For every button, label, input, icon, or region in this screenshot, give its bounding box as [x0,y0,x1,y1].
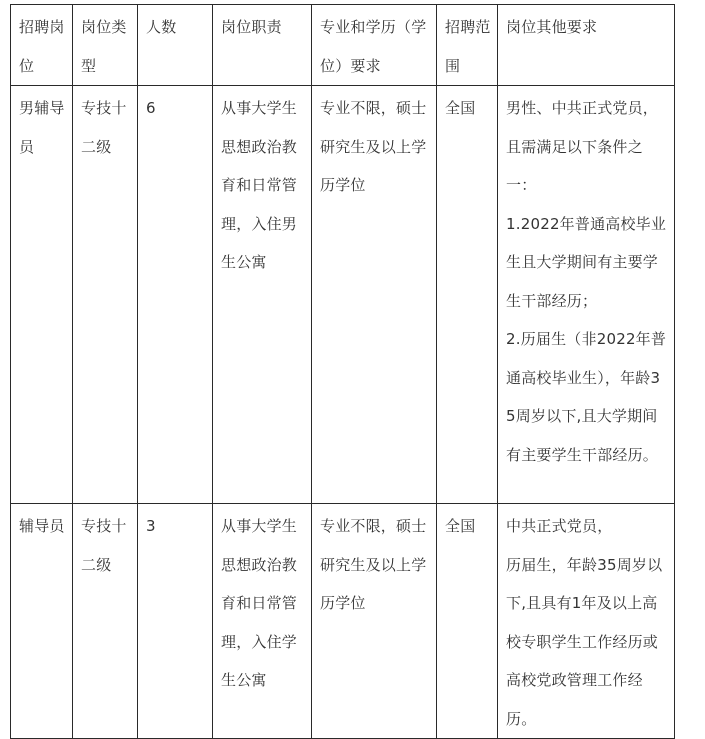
table-cell [312,86,437,504]
header-cell [213,5,312,86]
table-cell [312,504,437,739]
header-other: 岗位其他要求 [506,18,598,36]
table-cell [213,504,312,739]
other-requirement-line: 中共正式党员， [506,517,613,535]
header-type: 岗位类型 [81,18,127,75]
header-cell [73,5,138,86]
table-cell [11,504,73,739]
other-requirement-line: 历届生，年龄35周岁以下,且具有1年及以上高校专职学生工作经历或高校党政管理工作经历。 [506,555,663,728]
position-duty: 从事大学生思想政治教育和日常管理，入住学生公寓 [221,517,298,689]
other-requirement-line: 1.2022年普通高校毕业生且大学期间有主要学生干部经历； [506,214,667,310]
table-cell [437,86,498,504]
header-scope: 招聘范围 [445,18,491,75]
table-cell [73,86,138,504]
position-duty: 从事大学生思想政治教育和日常管理，入住男生公寓 [221,99,298,271]
table-row [11,504,675,739]
position-name: 男辅导员 [19,99,65,156]
header-cell [437,5,498,86]
table-cell [437,504,498,739]
header-cell [312,5,437,86]
table-cell [213,86,312,504]
position-name: 辅导员 [19,517,65,535]
header-cell [138,5,213,86]
table-cell [11,86,73,504]
header-education: 专业和学历（学位）要求 [320,18,427,75]
table-cell [498,504,675,739]
table-cell [498,86,675,504]
recruitment-scope: 全国 [445,99,476,117]
position-type: 专技十二级 [81,517,127,574]
recruitment-scope: 全国 [445,517,476,535]
header-position: 招聘岗位 [19,18,65,75]
table-cell [138,504,213,739]
education-requirement: 专业不限，硕士研究生及以上学历学位 [320,517,427,612]
recruitment-table [10,4,675,739]
other-requirement-line: 男性、中共正式党员，且需满足以下条件之一： [506,99,659,194]
header-count: 人数 [146,18,177,36]
table-cell [73,504,138,739]
education-requirement: 专业不限，硕士研究生及以上学历学位 [320,99,427,194]
header-duty: 岗位职责 [221,18,282,36]
headcount: 6 [146,99,156,117]
other-requirement-line: 2.历届生（非2022年普通高校毕业生），年龄35周岁以下,且大学期间有主要学生干部经历。 [506,330,667,464]
table-cell [138,86,213,504]
header-cell [11,5,73,86]
table-row [11,86,675,504]
table-header-row [11,5,675,86]
position-type: 专技十二级 [81,99,127,156]
headcount: 3 [146,517,156,535]
header-cell [498,5,675,86]
